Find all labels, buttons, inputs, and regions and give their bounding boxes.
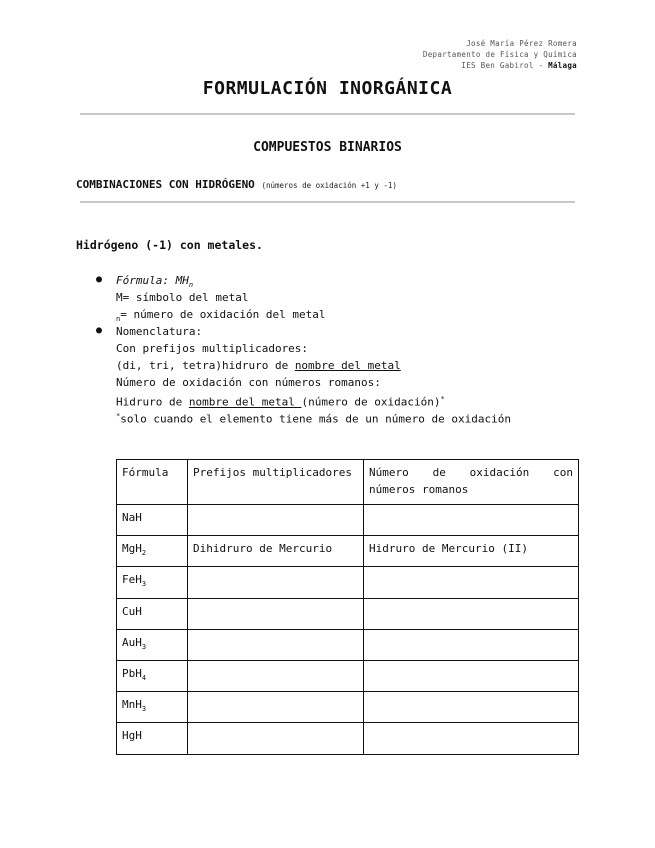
formula-cell: AuH$_3$ (117, 629, 188, 660)
topic-heading: Hidrógeno (-1) con metales. (76, 238, 263, 252)
formula-cell: PbH$_4$ (117, 660, 188, 691)
prefix-answer-cell[interactable] (188, 660, 364, 691)
page-title: FORMULACIÓN INORGÁNICA (202, 78, 453, 99)
bullet-dot-icon: ● (96, 274, 103, 285)
table-row (117, 723, 579, 754)
header-prefixes: Prefijos multiplicadores (188, 460, 364, 505)
table-row (117, 536, 579, 567)
formula-cell: HgH (117, 723, 188, 754)
section-heading: COMBINACIONES CON HIDRÓGENO (números de oxidación +1 y -1) (76, 178, 397, 191)
prefix-method-pattern: (di, tri, tetra)hidruro de nombre del metal (116, 359, 401, 372)
roman-method-label: Número de oxidación con números romanos: (116, 376, 381, 389)
section-divider (80, 201, 575, 203)
oxidation-answer-cell[interactable] (364, 692, 579, 723)
oxidation-answer-cell[interactable] (364, 598, 579, 629)
page-subtitle: COMPUESTOS BINARIOS (253, 140, 402, 155)
nomenclature-label: Nomenclatura: (116, 325, 203, 338)
table-row (117, 660, 579, 691)
table-row (117, 629, 579, 660)
prefix-answer-cell[interactable]: Dihidruro de Mercurio (188, 536, 364, 567)
formula-cell: MgH$_2$ (117, 536, 188, 567)
author-school: IES Ben Gabirol - Málaga (461, 61, 577, 70)
author-department: Departamento de Física y Química (422, 50, 577, 59)
oxidation-answer-cell[interactable] (364, 723, 579, 754)
formula-line: Fórmula: $MH_n$ (116, 274, 194, 290)
table-row (117, 505, 579, 536)
oxidation-answer-cell[interactable] (364, 505, 579, 536)
prefix-answer-cell[interactable] (188, 567, 364, 598)
bullet-dot-icon: ● (96, 325, 103, 336)
prefix-method-label: Con prefijos multiplicadores: (116, 342, 309, 355)
oxidation-answer-cell[interactable] (364, 567, 579, 598)
prefix-answer-cell[interactable] (188, 629, 364, 660)
formula-m-definition: M= símbolo del metal (116, 291, 249, 304)
table-row (117, 598, 579, 629)
exercise-table (116, 459, 579, 755)
prefix-answer-cell[interactable] (188, 505, 364, 536)
table-header-row (117, 460, 579, 505)
formula-cell: MnH$_3$ (117, 692, 188, 723)
prefix-answer-cell[interactable] (188, 598, 364, 629)
formula-cell: CuH (117, 598, 188, 629)
table-row (117, 692, 579, 723)
oxidation-answer-cell[interactable]: Hidruro de Mercurio (II) (364, 536, 579, 567)
author-name: José María Pérez Romera (466, 39, 577, 48)
prefix-answer-cell[interactable] (188, 723, 364, 754)
prefix-answer-cell[interactable] (188, 692, 364, 723)
oxidation-answer-cell[interactable] (364, 660, 579, 691)
author-block (423, 38, 577, 71)
formula-n-definition: $_n$= número de oxidación del metal (116, 308, 326, 324)
section-note: (números de oxidación +1 y -1) (261, 181, 397, 190)
formula-cell: NaH (117, 505, 188, 536)
formula-cell: FeH$_3$ (117, 567, 188, 598)
header-formula: Fórmula (117, 460, 188, 505)
author-city: Málaga (548, 61, 577, 70)
footnote: *solo cuando el elemento tiene más de un número de oxidación (116, 412, 511, 426)
title-divider (80, 113, 575, 115)
table-row (117, 567, 579, 598)
roman-method-pattern: Hidruro de nombre del metal (número de oxidación)* (116, 395, 445, 409)
header-oxidation: Número de oxidación con números romanos (364, 460, 579, 505)
oxidation-answer-cell[interactable] (364, 629, 579, 660)
